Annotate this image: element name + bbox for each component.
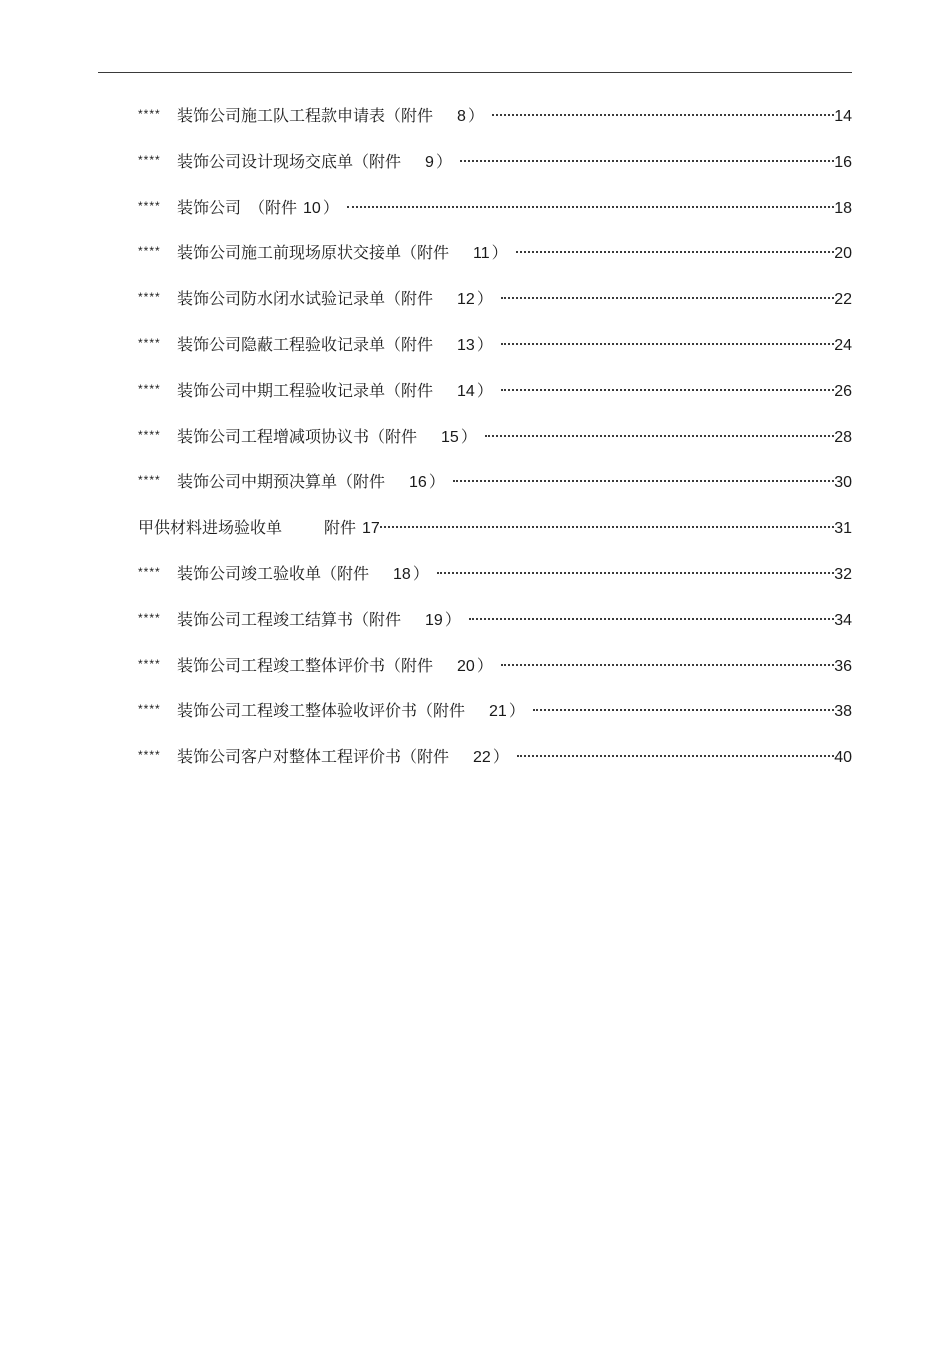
toc-attach-number: 21 (489, 703, 507, 721)
toc-attach-word: 附件 (337, 563, 370, 583)
toc-attach-number: 10 (303, 199, 321, 217)
toc-attach-number: 22 (473, 749, 491, 767)
toc-attach-number: 20 (457, 657, 475, 675)
toc-prefix: **** (138, 702, 161, 717)
toc-title: 装饰公司工程竣工整体验收评价书（ (177, 701, 434, 721)
toc-attach-word: 附件 (353, 472, 386, 492)
toc-page-number: 24 (834, 336, 852, 354)
toc-dot-leader (453, 480, 834, 482)
toc-close-paren: ） (492, 747, 509, 767)
toc-title: 装饰公司工程增减项协议书（ (177, 426, 386, 446)
toc-attach-word: 附件 (265, 197, 298, 217)
toc-title: 装饰公司工程竣工结算书（ (177, 609, 370, 629)
toc-dot-leader (501, 389, 834, 391)
toc-dot-leader (437, 572, 834, 574)
toc-dot-leader (347, 206, 834, 208)
toc-entry[interactable] (138, 104, 852, 150)
toc-prefix: **** (138, 656, 161, 671)
toc-entry[interactable] (138, 196, 852, 242)
toc-entry[interactable] (138, 470, 852, 516)
toc-dot-leader (492, 114, 834, 116)
header-rule (98, 72, 852, 73)
toc-prefix: **** (138, 152, 161, 167)
toc-attach-word: 附件 (401, 380, 434, 400)
toc-dot-leader (469, 618, 834, 620)
toc-close-paren: ） (476, 655, 493, 675)
toc-close-paren: ） (435, 151, 452, 171)
toc-prefix: **** (138, 610, 161, 625)
toc-attach-word: 附件 (385, 426, 418, 446)
toc-prefix: **** (138, 198, 161, 213)
toc-dot-leader (460, 160, 834, 162)
toc-title: 装饰公司 （ (177, 197, 266, 217)
toc-attach-word: 附件 (401, 289, 434, 309)
toc-attach-number: 8 (457, 108, 466, 125)
toc-attach-number: 12 (457, 291, 475, 309)
toc-page-number: 32 (834, 565, 852, 583)
toc-title: 装饰公司中期工程验收记录单（ (177, 380, 402, 400)
toc-close-paren: ） (460, 426, 477, 446)
toc-close-paren: ） (428, 472, 445, 492)
toc-page-number: 26 (834, 382, 852, 400)
toc-entry[interactable] (138, 241, 852, 287)
toc-attach-number: 14 (457, 382, 475, 400)
toc-close-paren: ） (412, 563, 429, 583)
toc-page-number: 36 (834, 657, 852, 675)
toc-prefix: **** (138, 564, 161, 579)
toc-page-number: 38 (834, 703, 852, 721)
toc-title: 装饰公司竣工验收单（ (177, 563, 338, 583)
toc-page-number: 16 (834, 153, 852, 171)
toc-dot-leader (501, 664, 834, 666)
toc-attach-number: 15 (441, 428, 459, 446)
toc-close-paren: ） (322, 197, 339, 217)
toc-title: 装饰公司隐蔽工程验收记录单（ (177, 334, 402, 354)
toc-page-number: 34 (834, 611, 852, 629)
toc-page-number: 14 (834, 108, 852, 125)
toc-page-number: 31 (834, 520, 852, 538)
toc-prefix: **** (138, 748, 161, 763)
toc-page-number: 30 (834, 474, 852, 492)
toc-prefix: **** (138, 335, 161, 350)
toc-entry[interactable] (138, 425, 852, 471)
toc-entry[interactable] (138, 150, 852, 196)
toc-attach-word: 附件 (401, 334, 434, 354)
toc-attach-word: 附件 (417, 243, 450, 263)
toc-title: 装饰公司设计现场交底单（ (177, 151, 370, 171)
toc-entry[interactable] (138, 516, 852, 562)
toc-dot-leader (517, 755, 834, 757)
toc-page-number: 20 (834, 245, 852, 263)
toc-attach-number: 13 (457, 336, 475, 354)
toc-entry[interactable] (138, 333, 852, 379)
toc-title: 装饰公司工程竣工整体评价书（ (177, 655, 402, 675)
toc-entry[interactable] (138, 287, 852, 333)
toc-entry[interactable] (138, 745, 852, 791)
toc-prefix: **** (138, 427, 161, 442)
toc-entry[interactable] (138, 562, 852, 608)
toc-title: 装饰公司防水闭水试验记录单（ (177, 289, 402, 309)
toc-prefix: **** (138, 473, 161, 488)
toc-attach-word: 附件 (369, 151, 402, 171)
toc-entry[interactable] (138, 608, 852, 654)
toc-attach-number: 9 (425, 153, 434, 171)
toc-dot-leader (533, 709, 834, 711)
toc-attach-number: 19 (425, 611, 443, 629)
toc-dot-leader (485, 435, 834, 437)
toc-dot-leader (501, 343, 834, 345)
toc-dot-leader (380, 526, 834, 528)
toc-dot-leader (516, 251, 835, 253)
toc-title: 甲供材料进场验收单 (138, 518, 283, 538)
toc-attach-number: 18 (393, 565, 411, 583)
toc-attach-word: 附件 (401, 655, 434, 675)
table-of-contents (138, 104, 852, 791)
toc-title: 装饰公司客户对整体工程评价书（ (177, 747, 418, 767)
toc-attach-word: 附件 (369, 609, 402, 629)
toc-attach-number: 11 (473, 245, 490, 263)
toc-entry[interactable] (138, 654, 852, 700)
toc-close-paren: ） (467, 106, 484, 125)
toc-close-paren: ） (476, 334, 493, 354)
toc-attach-number: 16 (409, 474, 427, 492)
toc-page-number: 22 (834, 291, 852, 309)
toc-page-number: 28 (834, 428, 852, 446)
toc-close-paren: ） (491, 243, 508, 263)
toc-page-number: 40 (834, 749, 852, 767)
toc-close-paren: ） (508, 701, 525, 721)
toc-attach-word: 附件 (417, 747, 450, 767)
toc-attach-word: 附件 (433, 701, 466, 721)
toc-title: 装饰公司施工前现场原状交接单（ (177, 243, 418, 263)
toc-dot-leader (501, 297, 834, 299)
toc-attach-number: 17 (362, 520, 380, 538)
toc-close-paren: ） (476, 380, 493, 400)
toc-page-number: 18 (834, 199, 852, 217)
toc-title: 装饰公司中期预决算单（ (177, 472, 354, 492)
toc-attach-word: 附件 (324, 518, 357, 538)
toc-entry[interactable] (138, 699, 852, 745)
toc-close-paren: ） (444, 609, 461, 629)
toc-prefix: **** (138, 381, 161, 396)
toc-prefix: **** (138, 107, 161, 121)
toc-close-paren: ） (476, 289, 493, 309)
toc-attach-word: 附件 (401, 106, 434, 125)
toc-prefix: **** (138, 290, 161, 305)
toc-entry[interactable] (138, 379, 852, 425)
toc-prefix: **** (138, 244, 161, 259)
toc-title: 装饰公司施工队工程款申请表（ (177, 106, 402, 125)
